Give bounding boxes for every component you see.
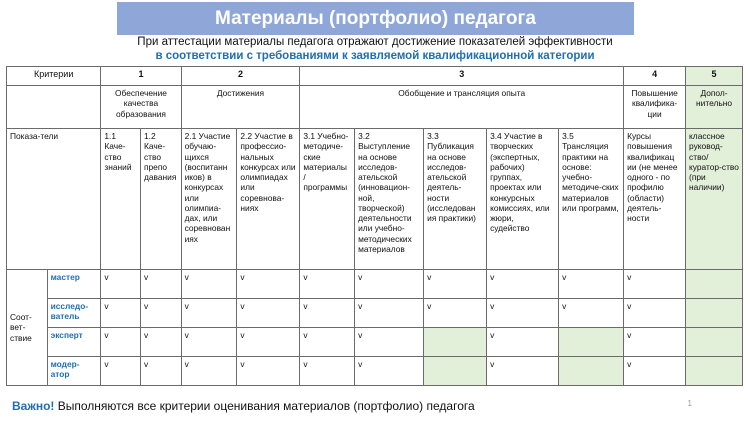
group-name-5: Допол-нительно [686, 86, 743, 129]
slide-title: Материалы (портфолио) педагога [117, 2, 634, 35]
mark-cell: v [559, 270, 624, 299]
group-number-1: 1 [101, 67, 181, 86]
mark-cell: v [140, 270, 181, 299]
footer-note [12, 399, 475, 413]
mark-cell: v [487, 328, 559, 357]
mark-cell: v [624, 328, 686, 357]
mark-cell: v [624, 270, 686, 299]
role-label: исследо-ватель [47, 299, 101, 328]
mark-cell: v [300, 299, 355, 328]
table-row [7, 270, 743, 299]
indicator-3-5: 3.5 Трансляция практики на основе: учебно-методиче-ских материалов или программ, [559, 129, 624, 270]
criteria-table [6, 66, 743, 386]
mark-cell: v [487, 357, 559, 386]
mark-cell: v [424, 299, 487, 328]
group-number-4: 4 [624, 67, 686, 86]
indicator-3-2: 3.2 Выступление на основе исследов-ательской (инновацион-ной, творческой) деятельности или учебно-методических материалов [355, 129, 424, 270]
blank-cell [7, 86, 101, 129]
group-number-5: 5 [686, 67, 743, 86]
mark-cell: v [355, 328, 424, 357]
mark-cell: v [300, 328, 355, 357]
page-number: 1 [687, 399, 692, 408]
group-name-1: Обеспечение качества образования [101, 86, 181, 129]
criteria-label: Критерии [7, 67, 101, 86]
mark-cell: v [181, 270, 237, 299]
table-row [7, 299, 743, 328]
indicator-5: классное руковод-ство/ куратор-ство (при наличии) [686, 129, 743, 270]
mark-cell [686, 299, 743, 328]
mark-cell [686, 357, 743, 386]
role-label: мастер [47, 270, 101, 299]
mark-cell: v [424, 270, 487, 299]
mark-cell: v [487, 299, 559, 328]
mark-cell: v [181, 357, 237, 386]
mark-cell: v [300, 357, 355, 386]
indicators-label: Показа-тели [7, 129, 101, 270]
role-label: модер-атор [47, 357, 101, 386]
group-number-3: 3 [300, 67, 624, 86]
indicator-3-1: 3.1 Учебно-методиче-ские материалы / программы [300, 129, 355, 270]
group-name-2: Достижения [181, 86, 300, 129]
mark-cell: v [101, 270, 141, 299]
mark-cell: v [140, 328, 181, 357]
mark-cell: v [140, 299, 181, 328]
mark-cell: v [355, 299, 424, 328]
mark-cell: v [559, 299, 624, 328]
mark-cell: v [237, 328, 300, 357]
mark-cell: v [237, 357, 300, 386]
group-name-4: Повышение квалифика-ции [624, 86, 686, 129]
subtitle-line-2: в соответствии с требованиями к заявляемой квалификационной категории [155, 50, 595, 62]
mark-cell: v [140, 357, 181, 386]
table-row [7, 328, 743, 357]
role-label: эксперт [47, 328, 101, 357]
mark-cell: v [487, 270, 559, 299]
mark-cell: v [237, 270, 300, 299]
mark-cell: v [355, 357, 424, 386]
mark-cell [424, 328, 487, 357]
indicator-3-4: 3.4 Участие в творческих (экспертных, рабочих) группах, проектах или конкурсных комиссиях, или жюри, судейство [487, 129, 559, 270]
group-name-3: Обобщение и трансляция опыта [300, 86, 624, 129]
indicator-2-2: 2.2 Участие в профессио-нальных конкурсах или олимпиадах или соревнова-ниях [237, 129, 300, 270]
mark-cell: v [181, 299, 237, 328]
mark-cell [559, 328, 624, 357]
mark-cell: v [300, 270, 355, 299]
indicator-2-1: 2.1 Участие обучаю-щихся (воспитанн иков) в конкурсах или олимпиа-дах, или соревнован иях [181, 129, 237, 270]
important-label: Важно! [12, 399, 55, 413]
mark-cell: v [624, 357, 686, 386]
mark-cell: v [101, 357, 141, 386]
mark-cell: v [181, 328, 237, 357]
mark-cell: v [101, 299, 141, 328]
table-row [7, 357, 743, 386]
mark-cell [559, 357, 624, 386]
mark-cell: v [101, 328, 141, 357]
mark-cell [686, 328, 743, 357]
footer-text: Выполняются все критерии оценивания материалов (портфолио) педагога [54, 399, 475, 413]
mark-cell: v [237, 299, 300, 328]
indicator-3-3: 3.3 Публикация на основе исследов-ательской деятель-ности (исследован ия практики) [424, 129, 487, 270]
mark-cell [424, 357, 487, 386]
correspondence-label: Соот-вет-ствие [7, 270, 48, 386]
mark-cell: v [355, 270, 424, 299]
indicator-4: Курсы повышения квалификац ии (не менее одного - по профилю (области) деятель-ности [624, 129, 686, 270]
indicator-1-1: 1.1 Каче-ство знаний [101, 129, 141, 270]
group-number-2: 2 [181, 67, 300, 86]
subtitle-line-1: При аттестации материалы педагога отражают достижение показателей эффективности [137, 36, 613, 48]
mark-cell: v [624, 299, 686, 328]
indicator-1-2: 1.2 Каче-ство препо давания [140, 129, 181, 270]
mark-cell [686, 270, 743, 299]
